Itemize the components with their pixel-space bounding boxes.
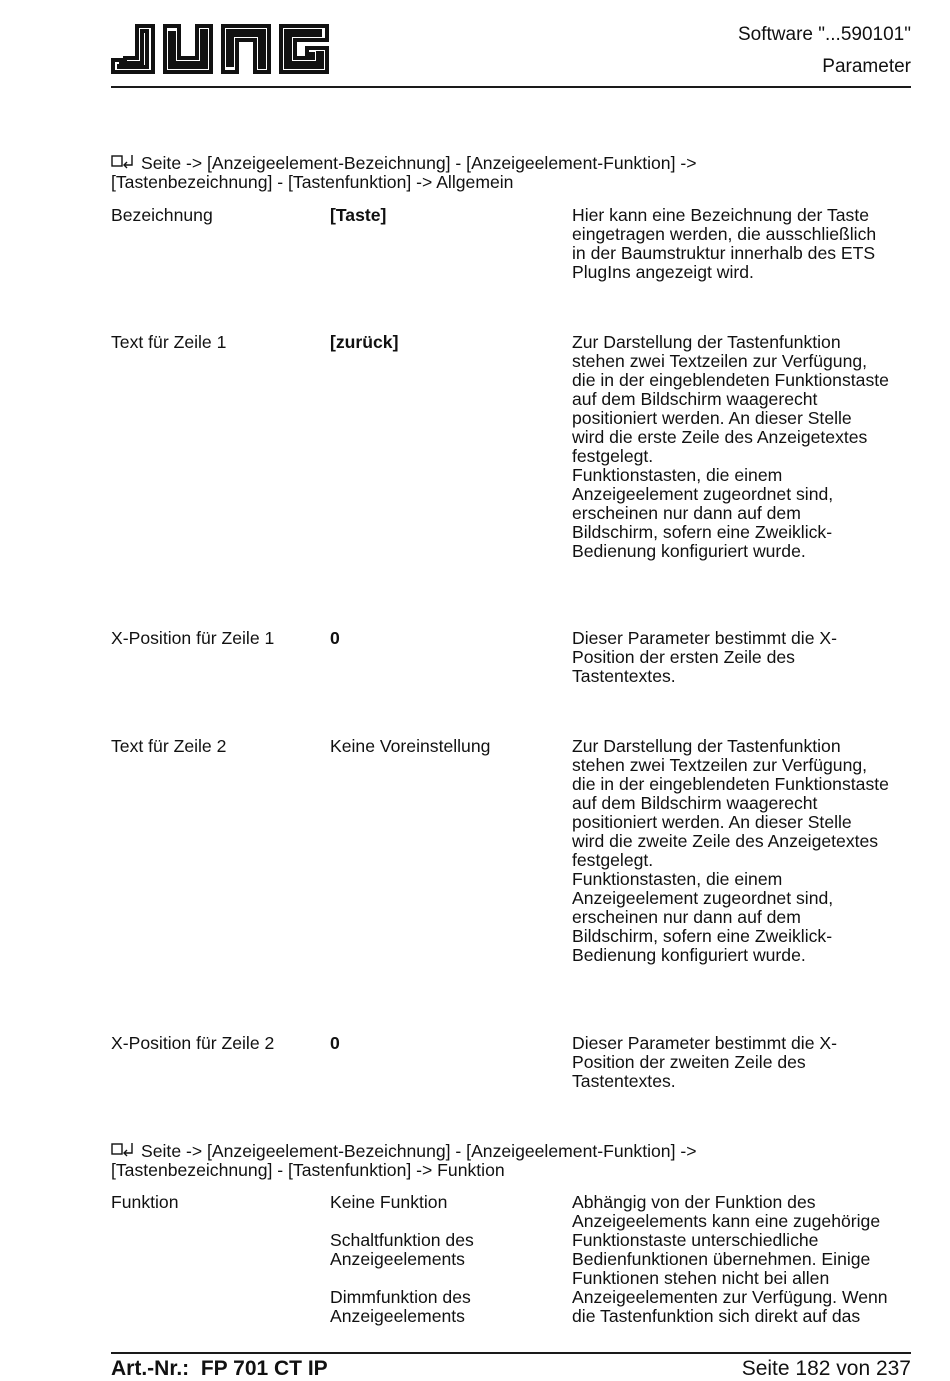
param-description: Zur Darstellung der Tastenfunktion stehen zwei Textzeilen zur Verfügung, die in der eingeblendeten Funktionstaste auf dem Bildschirm waagerecht positioniert werden. An dieser Stelle wird die erste Zeile des Anzeigetextes festgelegt. Funktionstasten, die einem Anzeigeelement zugeordnet sind, erscheinen nur dann auf dem Bildschirm, sofern eine Zweiklick- Bedienung konfiguriert wurde. [572, 332, 889, 561]
param-default-value: 0 [330, 1033, 340, 1053]
footer-page-number: Seite 182 von 237 [741, 1357, 911, 1380]
param-name: Funktion [111, 1192, 179, 1212]
header-rule [111, 86, 911, 88]
param-name: Text für Zeile 2 [111, 736, 227, 756]
header-section: Parameter [822, 56, 911, 77]
section-2-path: Seite -> [Anzeigeelement-Bezeichnung] - [Anzeigeelement-Funktion] -> [Tastenbezeichnung] - [Tastenfunktion] -> Funktion [111, 1141, 697, 1180]
param-default-value: [Taste] [330, 205, 387, 225]
param-value: Keine Voreinstellung [330, 736, 491, 756]
param-description: Zur Darstellung der Tastenfunktion stehen zwei Textzeilen zur Verfügung, die in der eingeblendeten Funktionstaste auf dem Bildschirm waagerecht positioniert werden. An dieser Stelle wird die zweite Zeile des Anzeigetextes festgelegt. Funktionstasten, die einem Anzeigeelement zugeordnet sind, erscheinen nur dann auf dem Bildschirm, sofern eine Zweiklick- Bedienung konfiguriert wurde. [572, 736, 889, 965]
jung-logo [111, 22, 331, 76]
param-description: Dieser Parameter bestimmt die X- Position der zweiten Zeile des Tastentextes. [572, 1033, 837, 1091]
param-description: Abhängig von der Funktion des Anzeigeelements kann eine zugehörige Funktionstaste unterschiedliche Bedienfunktionen übernehmen. Einige Funktionen stehen nicht bei allen Anzeigeelementen zur Verfügung. Wenn die Tastenfunktion sich direkt auf das [572, 1192, 888, 1326]
article-label: Art.-Nr.: [111, 1357, 190, 1380]
article-number: FP 701 CT IP [200, 1357, 328, 1380]
param-name: X-Position für Zeile 1 [111, 628, 275, 648]
header-software: Software "...590101" [738, 24, 911, 45]
param-options [330, 1193, 560, 1326]
param-name: Bezeichnung [111, 205, 213, 225]
param-name: Text für Zeile 1 [111, 332, 227, 352]
page-path-icon [111, 154, 135, 171]
param-description: Dieser Parameter bestimmt die X- Position der ersten Zeile des Tastentextes. [572, 628, 837, 686]
param-option: Keine Funktion [330, 1192, 448, 1212]
param-option: Dimmfunktion des Anzeigeelements [330, 1287, 471, 1326]
param-option: Schaltfunktion des Anzeigeelements [330, 1230, 474, 1269]
param-name: X-Position für Zeile 2 [111, 1033, 275, 1053]
page-path-icon [111, 1142, 135, 1159]
param-default-value: [zurück] [330, 332, 399, 352]
section-1-path: Seite -> [Anzeigeelement-Bezeichnung] - [Anzeigeelement-Funktion] -> [Tastenbezeichnung] - [Tastenfunktion] -> Allgemein [111, 153, 697, 192]
footer-article [111, 1357, 328, 1381]
param-description: Hier kann eine Bezeichnung der Taste eingetragen werden, die ausschließlich in der Baumstruktur innerhalb des ETS PlugIns angezeigt wird. [572, 205, 877, 282]
param-default-value: 0 [330, 628, 340, 648]
footer-rule [111, 1352, 911, 1354]
